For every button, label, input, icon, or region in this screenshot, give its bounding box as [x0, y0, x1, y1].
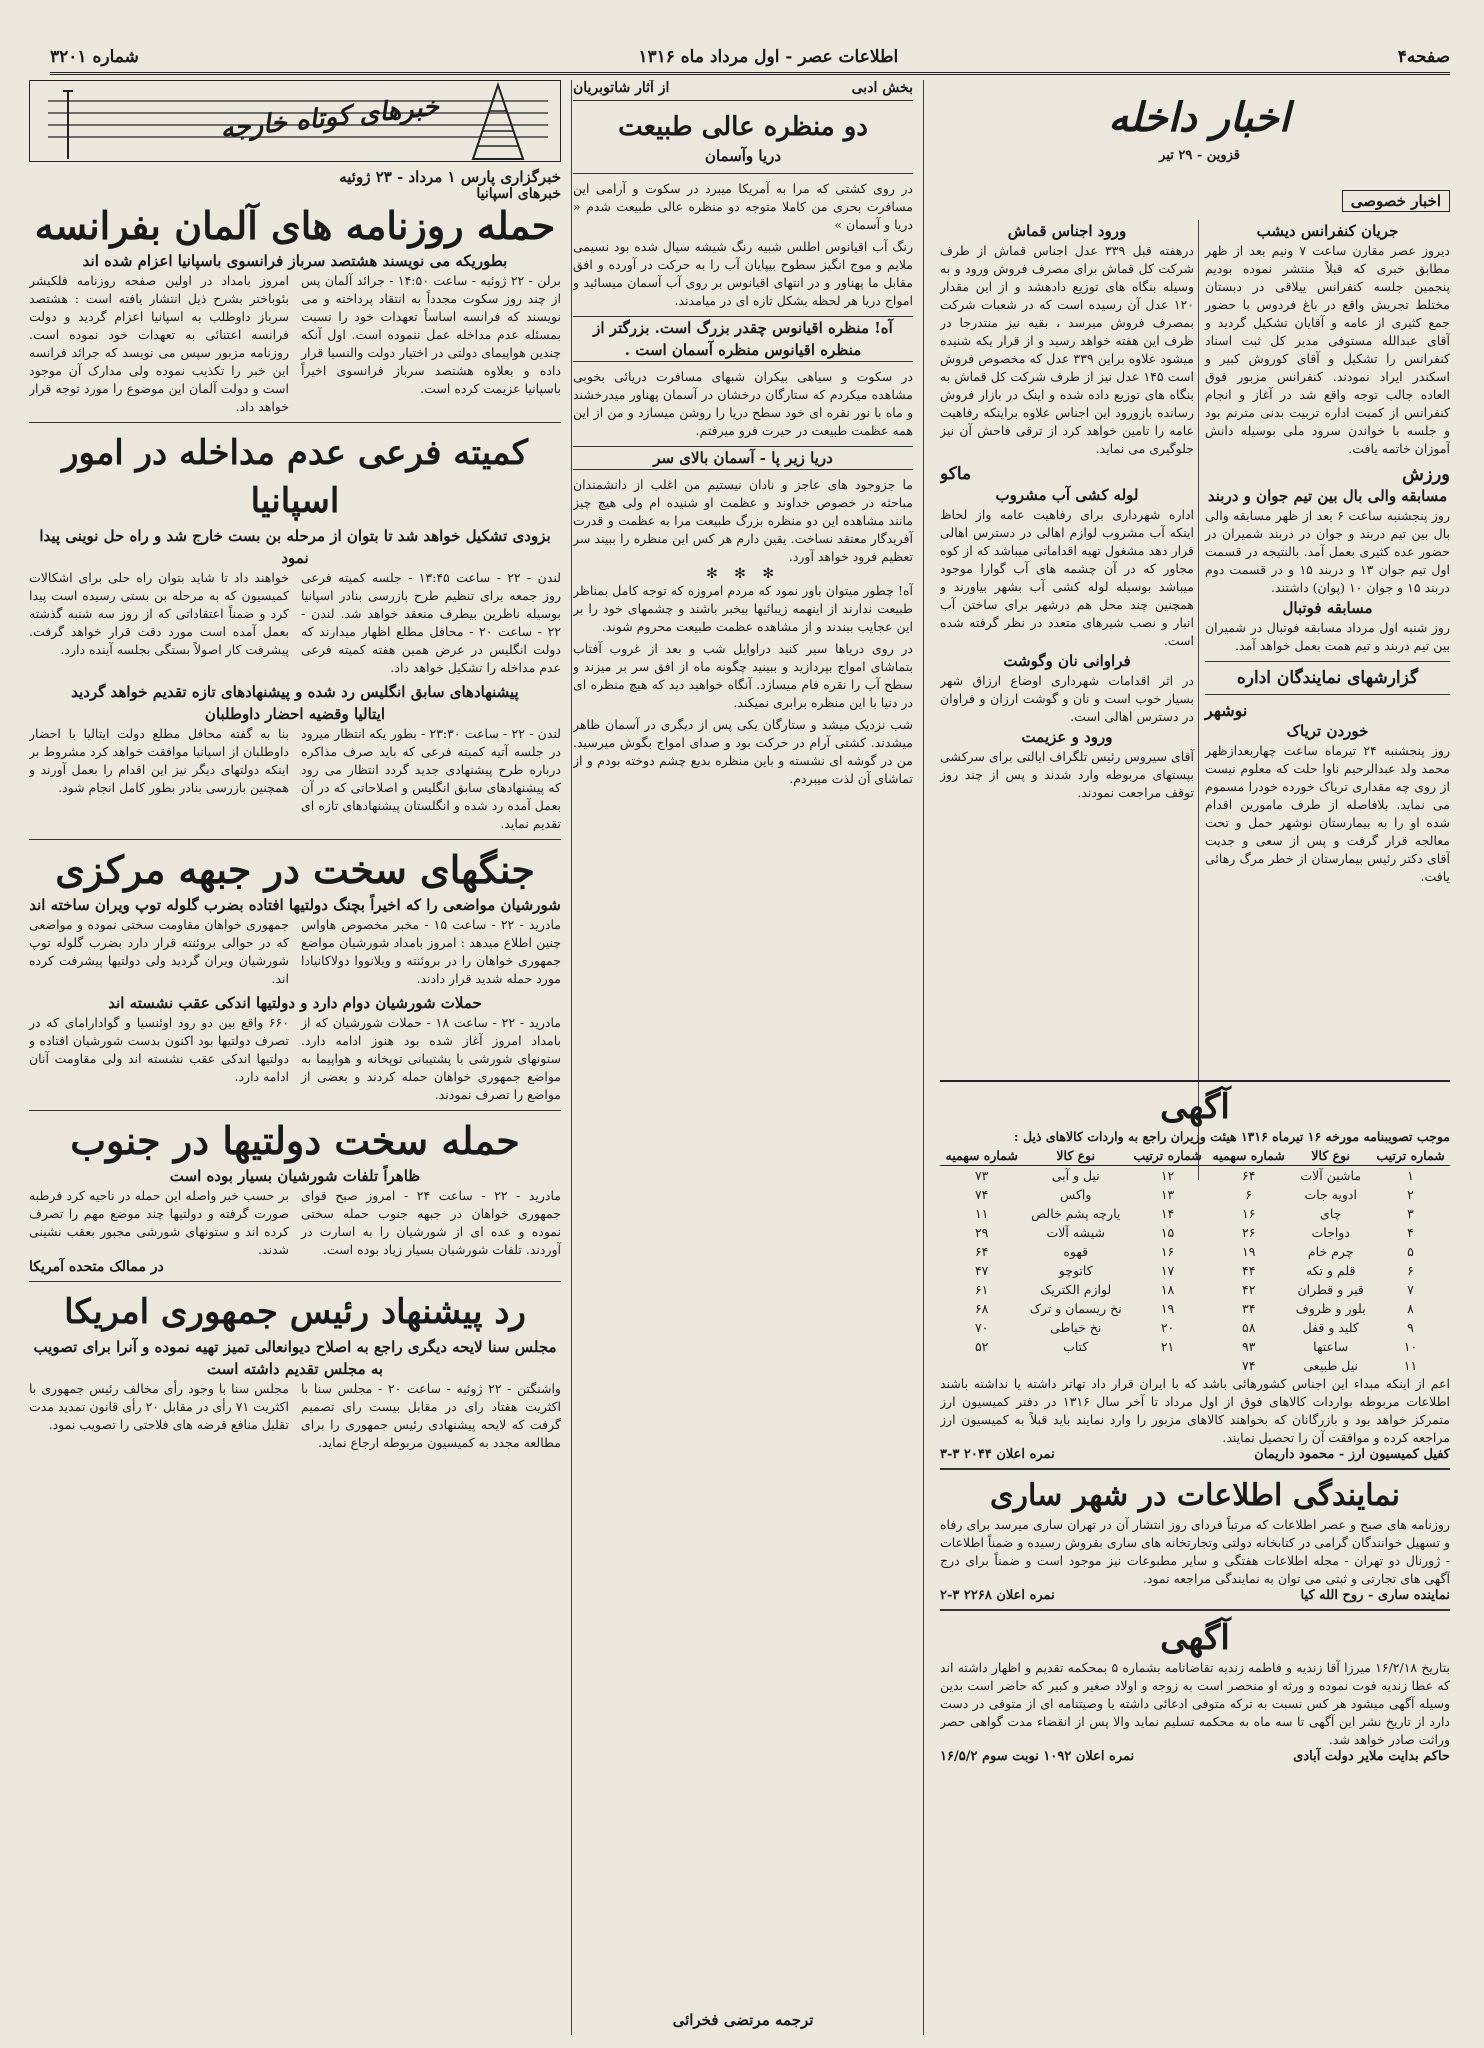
- h5-text-left: ۶۶۰ واقع بین دو رود اوئنسیا و گوادارامای که در تصرف دولتیها بود اکنون بدست شورشیان افتاده و دولتیها اندکی عقب نشسته اند ولی مقاومت آنان ادامه دارد.: [29, 1015, 289, 1084]
- author-line: از آثار شاتوبریان: [573, 80, 670, 96]
- headline-1: حمله روزنامه های آلمان بفرانسه: [34, 203, 556, 248]
- headline-7: رد پیشنهاد رئیس جمهوری امریکا: [64, 1292, 526, 1332]
- match-title: مسابقه والی بال بین تیم جوان و دربند: [1207, 487, 1448, 505]
- literary-title: دو منظره عالی طبیعت: [618, 112, 868, 142]
- headline-3: پیشنهادهای سابق انگلیس رد شده و پیشنهادهای تازه تقدیم خواهد گردید: [71, 683, 519, 701]
- table-cell: دواجات: [1311, 1225, 1350, 1240]
- paragraph-3: در سکوت و سیاهی بیکران شبهای مسافرت دریائی بخوبی مشاهده میکردم که ستارگان درخشان در آسمان پهناور میدرخشند و ماه با نور نقره ای خود سطح دریا را روشن میسازد و من از این همه عظمت طبیعت در حیرت فرو میرفتم.: [573, 369, 913, 438]
- h5-text-right: مادرید - ۲۲ - ساعت ۱۸ - حملات شورشیان که از بامداد امروز آغاز شده بود هنوز ادامه دارد. ستونهای شورشی با پشتیبانی توپخانه و هواپیما به مواضع جمهوری خواهان حمله کردند و بعضی از مواضع را تصرف نمودند.: [301, 1015, 561, 1102]
- table-row: [940, 1242, 1450, 1261]
- table-cell: ۱۹: [1241, 1244, 1256, 1259]
- table-cell: ۲۹: [974, 1225, 989, 1240]
- table-cell: ۶: [1407, 1263, 1414, 1278]
- table-cell: کتاب: [1063, 1339, 1089, 1354]
- table-cell: نیل طبیعی: [1303, 1358, 1359, 1373]
- table-cell: ۴۷: [974, 1263, 989, 1278]
- table-row: [940, 1223, 1450, 1242]
- table-cell: ۶۴: [1241, 1168, 1256, 1183]
- table-cell: ۱۸: [1160, 1282, 1175, 1297]
- table-cell: ۱۷: [1160, 1263, 1175, 1278]
- table-cell: ۵۸: [1241, 1320, 1256, 1335]
- maku-heading: ماکو: [940, 464, 972, 484]
- sari-agent: نماینده ساری - روح الله کیا: [1300, 1588, 1450, 1603]
- table-cell: ۴۴: [1241, 1263, 1256, 1278]
- table-cell: ۹۳: [1241, 1339, 1256, 1354]
- paragraph-1: در روی کشتی که مرا به آمریکا میبرد در سکوت و آرامی این مسافرت بحری من کاملا متوجه دو منظره عالی طبیعت شدم « دریا و آسمان »: [573, 181, 913, 232]
- headline-1-sub: بطوریکه می نویسند هشتصد سرباز فرانسوی باسپانیا اعزام شده اند: [82, 252, 508, 270]
- h3-text-right: لندن - ۲۲ - ساعت ۲۳:۳۰ - بطور یکه انتظار میرود در جلسه آتیه کمیته فرعی که باید صرف مذاکره درباره طرح پیشنهادی جدید گردد انتظار می رود که پیشنهادهای سابق انگلیس و اصلاحاتی که در آن بعمل آمده رد شده و انگلستان پیشنهادهای تازه ای تقدیم نماید.: [301, 726, 561, 831]
- paragraph-6: در روی دریاها سیر کنید دراوایل شب و بعد از غروب آفتاب بتماشای امواج بپردازید و ببینید چگونه ماه از افق سر بر میزند و سطح آب را نقره فام میسازد. آنگاه خواهید دید که هیچ منظره ای در دنیا با این منظره برابری نمیکند.: [573, 641, 913, 710]
- table-cell: کاتوچو: [1058, 1263, 1093, 1278]
- h2-text-left: خواهند داد تا شاید بتوان راه حلی برای اشکالات کمیسیون که به مرحله بن بستی رسیده است پیدا کرد و ضمناً اعتقاداتی که از روز سه شنبه گذشته بعمل آمده است مورد دقت قرار خواهد گرفت. پیشرفت کار اصولاً بستگی بجلسه آینده دارد.: [29, 570, 289, 657]
- translator-credit: ترجمه مرتضی فخرائی: [672, 2011, 814, 2029]
- headline-7-sub: مجلس سنا لایحه دیگری راجع به اصلاح دیوانعالی تمیز تهیه نموده و آنرا برای تصویب به مجلس تقدیم داشته است: [33, 1338, 557, 1378]
- nowshahr-heading: نوشهر: [1205, 701, 1248, 720]
- table-cell: ۴: [1407, 1225, 1414, 1240]
- table-cell: ۱۳: [1160, 1187, 1175, 1202]
- sports-heading: ورزش: [1401, 464, 1450, 485]
- table-cell: ۵: [1407, 1244, 1414, 1259]
- paragraph-5: آه! چطور میتوان باور نمود که مردم امروزه که توجه کامل بمناظر طبیعت ندارند از اینهمه زیبائیها بیخبر باشند و چشمهای خود را بر این عجایب ببندند و از مشاهده عظمت طبیعت محروم شوند.: [573, 583, 913, 634]
- paragraph-4: ما جزوجود های عاجز و نادان نیستیم من اغلب از دانشمندان مباحثه در خصوص خداوند و عظمت او شنیده ام ولی هیچ چیز مانند مشاهده این دو منظره بزرگ طبیعت مرا به عظمت و قدرت آفریدگار معتقد نساخت. یقین دارم هر کس این منظره را ببیند سر تعظیم فرود خواهد آورد.: [573, 477, 913, 564]
- table-cell: ۳۴: [1241, 1301, 1256, 1316]
- table-cell: ۵۲: [974, 1339, 989, 1354]
- foreign-news-column: [29, 80, 572, 2035]
- table-cell: ۲۰: [1160, 1320, 1175, 1335]
- h3-text-left: بنا به گفته محافل مطلع دولت ایتالیا با احضار داوطلبان از اسپانیا موافقت خواهد کرد مشروط بر اینکه دولتهای دیگر نیز این اقدام را بعمل آورند و همچنین بازرسی بنادر بطور کامل انجام شود.: [29, 726, 289, 795]
- ad1-text: اعم از اینکه مبداء این اجناس کشورهائی باشد که با ایران قرار داد تهاتر داشته یا نداشته باشند اطلاعات مربوطه بواردات کالاهای فوق از اول مرداد تا آخر سال ۱۳۱۶ در دفتر کمیسیون ارز متمرکز خواهد بود و بازرگانان که بخواهند کالاهای مزبور را وارد نمایند باید قبلاً به کمیسیون ارز مراجعه کرده و موافقت آن را تحصیل نمایند.: [940, 1376, 1450, 1445]
- cloth-text: درهفته قبل ۳۳۹ عدل اجناس قماش از طرف شرکت کل قماش برای مصرف فروش ورود و به وسیله بنگاه های توزیع دادهشد و از این مقدار ۱۲۰ عدل آن رسیده است که در شعبات شرکت بمصرف فروش میرسد ، بقیه نیز منتدرجا در ظرف این هفته خواهد رسید و از قرار یکه شنیده میشود علاوه براین ۳۳۹ عدل که مخصوص فروش است ۱۴۵ عدل نیز از طرف شرکت کل قماش به بنگاه های توزیع داده شده و اینک در بازار فروش رسانده بازورود این اجناس علاوه براینکه رفاهیت عامه را تامین خواهد کرد از ترقی فاحش آن نیز جلوگیری می نماید.: [940, 243, 1195, 456]
- table-row: [940, 1204, 1450, 1223]
- bread-title: فراوانی نان وگوشت: [1003, 652, 1131, 670]
- col-header: شماره سهمیه: [940, 1146, 1023, 1166]
- cloth-title: ورود اجناس قماش: [1007, 222, 1127, 240]
- col-header: شماره سهمیه: [1207, 1146, 1290, 1166]
- table-cell: ماشین آلات: [1300, 1168, 1362, 1183]
- ad-title-1: آگهی: [1160, 1087, 1230, 1127]
- table-cell: [940, 1356, 1023, 1375]
- travel-title: ورود و عزیمت: [1021, 728, 1113, 746]
- table-cell: ادویه جات: [1304, 1187, 1357, 1202]
- pipe-title: لوله کشی آب مشروب: [995, 486, 1139, 504]
- table-cell: ۱۰: [1403, 1339, 1418, 1354]
- literary-column: [573, 80, 924, 2035]
- table-cell: ۶۸: [974, 1301, 989, 1316]
- subheading-3: دریا زیر پا - آسمان بالای سر: [573, 446, 913, 470]
- table-cell: ساعتها: [1313, 1339, 1349, 1354]
- qazvin-dateline: قزوین - ۲۹ تیر: [1159, 148, 1240, 163]
- table-cell: ۷۴: [974, 1187, 989, 1202]
- table-cell: [1023, 1356, 1128, 1375]
- issue-number: شماره ۳۲۰۱: [50, 47, 139, 67]
- ad-title-2: آگهی: [1160, 1618, 1230, 1658]
- domestic-title: اخبار داخله: [1108, 94, 1290, 141]
- table-cell: ۲: [1407, 1187, 1414, 1202]
- table-cell: ۴۲: [1241, 1282, 1256, 1297]
- table-cell: ۱۶: [1241, 1206, 1256, 1221]
- ad2-text: بتاریخ ۱۶/۲/۱۸ میرزا آقا زندیه و فاطمه زندیه تقاضانامه بشماره ۵ بمحکمه تقدیم و اظهار داشته اند که عطا زندیه فوت نموده و ورثه او منحصر است به زوجه و اولاد صغیر و کبیر که حاضر است بدین وسیله آگهی میشود هر کس نسبت به ترکه متوفی ادعائی داشته یا وصیتنامه ای از متوفی در دست دارد از تاریخ نشر این آگهی تا سه ماه به محکمه تسلیم نماید والا پس از انقضاء مدت گواهی حصر وراثت صادر خواهد شد.: [940, 1660, 1450, 1747]
- table-cell: ۷۳: [974, 1168, 989, 1183]
- col-header: نوع کالا: [1023, 1146, 1128, 1166]
- table-row: [940, 1318, 1450, 1337]
- table-cell: واکس: [1060, 1187, 1092, 1202]
- match-text: روز پنجشنبه ساعت ۶ بعد از ظهر مسابقه والی بال بین تیم دربند و جوان در دربند شمیران در حضور عده کثیری بعمل آمد. بالنتیجه در قسمت اول تیم جوان ۱۳ و دربند ۱۵ و در قسمت دوم دربند ۱۵ و جوان ۱۰ (پوان) داشتند.: [1205, 508, 1450, 595]
- paragraph-7: شب نزدیک میشد و ستارگان یکی پس از دیگری در آسمان ظاهر میشدند. کشتی آرام در حرکت بود و صدای امواج بگوش میرسید. من در گوشه ای نشسته و باین منظره بدیع چشم دوخته بودم و از تماشای آن لذت میبردم.: [573, 717, 913, 786]
- table-cell: ۶۴: [974, 1244, 989, 1259]
- special-news-tag: اخبار خصوصی: [1342, 190, 1450, 212]
- table-cell: کلید و قفل: [1302, 1320, 1359, 1335]
- table-cell: شیشه آلات: [1046, 1225, 1105, 1240]
- page-number: صفحه۴: [1397, 47, 1450, 67]
- agency-line: خبرگزاری پارس ۱ مرداد - ۲۳ ژوئیه: [339, 168, 561, 186]
- h7-text-right: واشنگتن - ۲۲ ژوئیه - ساعت ۲۰ - مجلس سنا با اکثریت هفتاد رای در مقابل بیست رای تصمیم گرفت که لایحه پیشنهادی رئیس جمهوری را برای مطالعه مجدد به کمیسیون مربوطه ارجاع نماید.: [301, 1381, 561, 1450]
- table-cell: ۷۴: [1241, 1358, 1256, 1373]
- table-row: [940, 1166, 1450, 1186]
- usa-heading: در ممالک متحده آمریکا: [29, 1259, 164, 1275]
- table-cell: قیر و قطران: [1297, 1282, 1364, 1297]
- table-row: [940, 1356, 1450, 1375]
- ad1-signature: کفیل کمیسیون ارز - محمود داریمان: [1254, 1447, 1450, 1462]
- col-header: شماره ترتیب: [1371, 1146, 1450, 1166]
- table-cell: ۶: [1245, 1187, 1253, 1202]
- table-cell: ۲۱: [1160, 1339, 1175, 1354]
- section-label: بخش ادبی: [851, 80, 913, 96]
- table-cell: ۷: [1407, 1282, 1414, 1297]
- h4-text-left: جمهوری خواهان مقاومت سختی نموده و مواضعی که در حوالی بروئنته قرار دارد بضرب گلوله توپ شورشیان ویران گردید ولی دولتیها پیشرفت کرده اند.: [29, 917, 289, 986]
- table-cell: [1128, 1356, 1207, 1375]
- table-cell: ۱۵: [1160, 1225, 1175, 1240]
- table-cell: ۱۹: [1160, 1301, 1175, 1316]
- table-row: [940, 1280, 1450, 1299]
- table-cell: بلور و ظروف: [1295, 1301, 1366, 1316]
- h1-text-left: امروز بامداد در اولین صفحه روزنامه فلکیشر بئوباختر بشرح ذیل انتشار یافته است : هشتصد سرباز داوطلب به اسپانیا اعزام گردید و دولت فرانسه اعتنائی به تعهدات خود نموده است. روزنامه مزبور سپس می نویسد که جرائد فرانسه این خبر را تکذیب نموده ولی مدارک آن موجود است و دولت آلمان این موضوع را مورد توجه قرار خواهد داد.: [29, 273, 289, 414]
- ad-intro: موجب تصویبنامه مورخه ۱۶ تیرماه ۱۳۱۶ هیئت وزیران راجع به واردات کالاهای ذیل :: [1014, 1129, 1450, 1144]
- headline-2-sub: بزودی تشکیل خواهد شد تا بتوان از مرحله بن بست خارج شد و راه حل نوینی پیدا نمود: [39, 527, 551, 567]
- sari-agency-title: نمایندگی اطلاعات در شهر ساری: [989, 1478, 1401, 1513]
- domestic-news-column: [940, 80, 1450, 2035]
- paragraph-2: رنگ آب اقیانوس اطلس شبیه رنگ شیشه سیال شده بود نسیمی ملایم و موج انگیز سطوح بیپایان آب را به حرکت در آورده و افق مقابل ما پهناور و در انتهای اقیانوس بر روی آب آسمان میسائید و امواج دریا هر لحظه بشکل تازه ای در میامدند.: [573, 239, 913, 308]
- table-cell: نیل و آبی: [1051, 1168, 1100, 1183]
- date-line: اطلاعات عصر - اول مرداد ماه ۱۳۱۶: [638, 47, 899, 67]
- judge-signature: حاکم بدایت ملایر دولت آبادی: [1293, 1749, 1450, 1764]
- table-row: [940, 1299, 1450, 1318]
- headline-6-sub: ظاهراً تلفات شورشیان بسیار بوده است: [169, 1167, 421, 1185]
- table-cell: نخ خیاطی: [1050, 1320, 1102, 1335]
- headline-5: حملات شورشیان دوام دارد و دولتیها اندکی عقب نشسته اند: [108, 994, 482, 1012]
- table-cell: ۶۱: [974, 1282, 989, 1297]
- table-cell: ۹: [1407, 1320, 1414, 1335]
- table-cell: ۱: [1407, 1168, 1414, 1183]
- col-header: نوع کالا: [1290, 1146, 1371, 1166]
- reports-heading: گزارشهای نمایندگان اداره: [1236, 668, 1419, 688]
- table-cell: ۱۱: [1403, 1358, 1418, 1373]
- col-header: شماره ترتیب: [1128, 1146, 1207, 1166]
- pipe-text: اداره شهرداری برای رفاهیت عامه واز لحاظ اینکه آب مشروب لوازم اهالی در دسترس اهالی قرار دهد مشغول تهیه اقداماتی میباشد که از کوه مجاور که در آن چشمه های آب گوارا موجود میباشد بوسیله لوله کشی آب بشهر بیاورند و همچنین چند محل هم درشهر برای ساختن آب انبار و نصب شیرهای متعدد در نظر گرفته شده است.: [940, 507, 1194, 648]
- ad3-number: نمره اعلان ۱۰۹۲ نوبت سوم ۱۶/۵/۲: [940, 1749, 1135, 1764]
- h2-text-right: لندن - ۲۲ - ساعت ۱۳:۴۵ - جلسه کمیته فرعی روز جمعه برای تنظیم طرح بازرسی بنادر اسپانیا بوسیله ناظرین بیطرف منعقد خواهد شد. لندن - ۲۲ - ساعت ۲۰ - محافل مطلع اظهار میدارند که دولت انگلیس در عرض همین هفته کمیته فرعی عدم مداخله را تشکیل خواهد داد.: [301, 570, 561, 675]
- table-cell: ۳: [1407, 1206, 1414, 1221]
- separator-stars: ✻ ✻ ✻: [705, 566, 781, 582]
- football-text: روز شنبه اول مرداد مسابقه فوتبال در شمیران بین تیم دربند و تیم همت بعمل خواهد آمد.: [1205, 620, 1450, 653]
- table-row: [940, 1337, 1450, 1356]
- table-cell: ۱۴: [1160, 1206, 1175, 1221]
- literary-subtitle: دریا وآسمان: [704, 147, 782, 165]
- headline-2: کمیته فرعی عدم مداخله در امور اسپانیا: [62, 433, 528, 521]
- headline-4: جنگهای سخت در جبهه مرکزی: [55, 847, 535, 892]
- ads-section: [940, 1080, 1450, 2035]
- headline-4-sub: شورشیان مواضعی را که اخیراً بچنگ دولتیها افتاده بضرب گلوله توپ ویران ساخته اند: [29, 896, 561, 914]
- table-row: [940, 1185, 1450, 1204]
- ad2-number: نمره اعلان ۲۲۶۸ ۳-۲: [940, 1588, 1055, 1603]
- headline-6: حمله سخت دولتیها در جنوب: [70, 1118, 520, 1163]
- h6-text-left: بر حسب خبر واصله این حمله در ناحیه کرد فرطبه صورت گرفته و دولتیها چند موضع مهم را تصرف کرده اند و ستونهای شورشی مجبور بعقب نشینی شدند.: [29, 1188, 289, 1257]
- subheading-2: آه! منظره اقیانوس چقدر بزرگ است. بزرگتر از منظره اقیانوس منظره آسمان است .: [573, 316, 913, 362]
- meeting-text: دیروز عصر مقارن ساعت ۷ ونیم بعد از ظهر مطابق خبری که قبلاً منتشر نموده بودیم پنجمین جلسه کنفرانس ییلاقی در دبستان مختلط تجریش واقع در باغ فردوس با حضور جمع کثیری از عامه و آقایان تشکیل گردید و آقای عبدالله مستوفی مدیر کل ثبت اسناد کنفرانس را تشکیل و آقای کوروش کبیر و اسکندر ایراد نمودند. کنفرانس مزبور فوق العاده جالب توجه واقع شد در آغاز و انجام کنفرانس از کمیت اداره تربیت بدنی مترنم بود و جلسه با خواندن سرود ملی بوسیله دانش آموزان خاتمه یافت.: [1205, 243, 1450, 456]
- h6-text-right: مادرید - ۲۲ - ساعت ۲۴ - امروز صبح قوای جمهوری خواهان در جبهه جنوب حمله سختی نموده و عده ای از شورشیان را به اسارت در آوردند. تلفات شورشیان بسیار زیاد بوده است.: [301, 1188, 561, 1257]
- page-header: [50, 42, 1450, 75]
- travel-text: آقای سیروس رئیس تلگراف ایالتی برای سرکشی بپستهای مربوطه وارد شدند و پس از چند روز توقف مراجعت نمودند.: [940, 749, 1194, 800]
- spain-heading: خبرهای اسپانیا: [476, 186, 561, 202]
- meeting-title: جریان کنفرانس دیشب: [1256, 222, 1399, 240]
- h1-text-right: برلن - ۲۲ ژوئیه - ساعت ۱۴:۵۰ - جرائد آلمان پس از چند روز سکوت مجدداً به انتقاد پرداخته و می نویسند که فرانسه اساساً تعهدات خود را نسبت بمسئله عدم مداخله عمل ننموده است. اول آنکه چندین هواپیمای دولتی در اختیار دولت والنسیا قرار داده و بعلاوه هشتصد سرباز فرانسوی اخیراً باسپانیا عزیمت کرده است.: [301, 273, 561, 396]
- table-cell: ۱۱: [974, 1206, 989, 1221]
- opium-text: روز پنجشنبه ۲۴ تیرماه ساعت چهاربعدازظهر محمد ولد عبدالرحیم ناوا حلت که معلوم نیست از روی چه مقداری تریاک خورده خودرا مسموم می نماید. بلافاصله از طرف مامورین اقدام شده او را به بیمارستان نوشهر حمل و تحت معالجه قرار گرفت و پس از سعی و جدیت آقای دکتر رئیس بیمارستان از خطر مرگ رهائی یافت.: [1205, 743, 1450, 884]
- foreign-banner: [29, 80, 561, 162]
- table-cell: لوازم الکتریک: [1040, 1282, 1112, 1297]
- headline-3-sub: ایتالیا وقضیه احضار داوطلبان: [204, 705, 386, 723]
- table-cell: ۱۲: [1160, 1168, 1175, 1183]
- table-cell: چرم خام: [1307, 1244, 1354, 1259]
- h7-text-left: مجلس سنا با وجود رأی مخالف رئیس جمهوری با اکثریت ۷۱ رأی در مقابل ۲۰ رأی قانون تمدید مدت تقلیل منافع قرضه های فلاحتی را تصویب نمود.: [29, 1381, 289, 1432]
- table-cell: چای: [1320, 1206, 1342, 1221]
- opium-title: خوردن تریاک: [1286, 722, 1369, 740]
- table-cell: ۷۰: [974, 1320, 989, 1335]
- table-cell: قلم و تکه: [1305, 1263, 1356, 1278]
- banner-title: خبرهای کوتاه خارجه: [219, 91, 441, 145]
- table-row: [940, 1261, 1450, 1280]
- goods-table: [940, 1146, 1450, 1375]
- sari-agency-text: روزنامه های صبح و عصر اطلاعات که مرتباً فردای روز انتشار آن در تهران ساری میرسد برای رفاه و تسهیل خوانندگان گرامی در کتابخانه دولتی وتجارتخانه های ساری بفروش رسیده و ضمناً اطلاعات - ژورنال دو تهران - مجله اطلاعات هفتگی و سایر مطبوعات نیز موجود است و ضمناً برای درج آگهی های تجارتی و ثبتی می توان به نمایندگی مراجعه نمود.: [940, 1517, 1450, 1586]
- h4-text-right: مادرید - ۲۲ - ساعت ۱۵ - مخبر مخصوص هاواس چنین اطلاع میدهد : امروز بامداد شورشیان مواضع جمهوری خواهان را در بروئنته و ویلانووا دولاکانیادا مورد حمله شدید قرار دادند.: [301, 917, 561, 986]
- table-cell: نخ ریسمان و ترک: [1029, 1301, 1122, 1316]
- ad1-number: نمره اعلان ۲۰۴۴ ۳-۳: [940, 1447, 1055, 1462]
- table-cell: ۱۶: [1160, 1244, 1175, 1259]
- table-cell: ۸: [1407, 1301, 1414, 1316]
- bread-text: در اثر اقدامات شهرداری اوضاع ارزاق شهر بسیار خوب است و نان و گوشت ارزان و فراوان در دسترس اهالی است.: [940, 673, 1194, 724]
- table-cell: یارچه پشم خالص: [1031, 1206, 1121, 1221]
- table-cell: قهوه: [1063, 1244, 1089, 1259]
- football-title: مسابقه فوتبال: [1282, 599, 1373, 617]
- table-cell: ۲۶: [1241, 1225, 1256, 1240]
